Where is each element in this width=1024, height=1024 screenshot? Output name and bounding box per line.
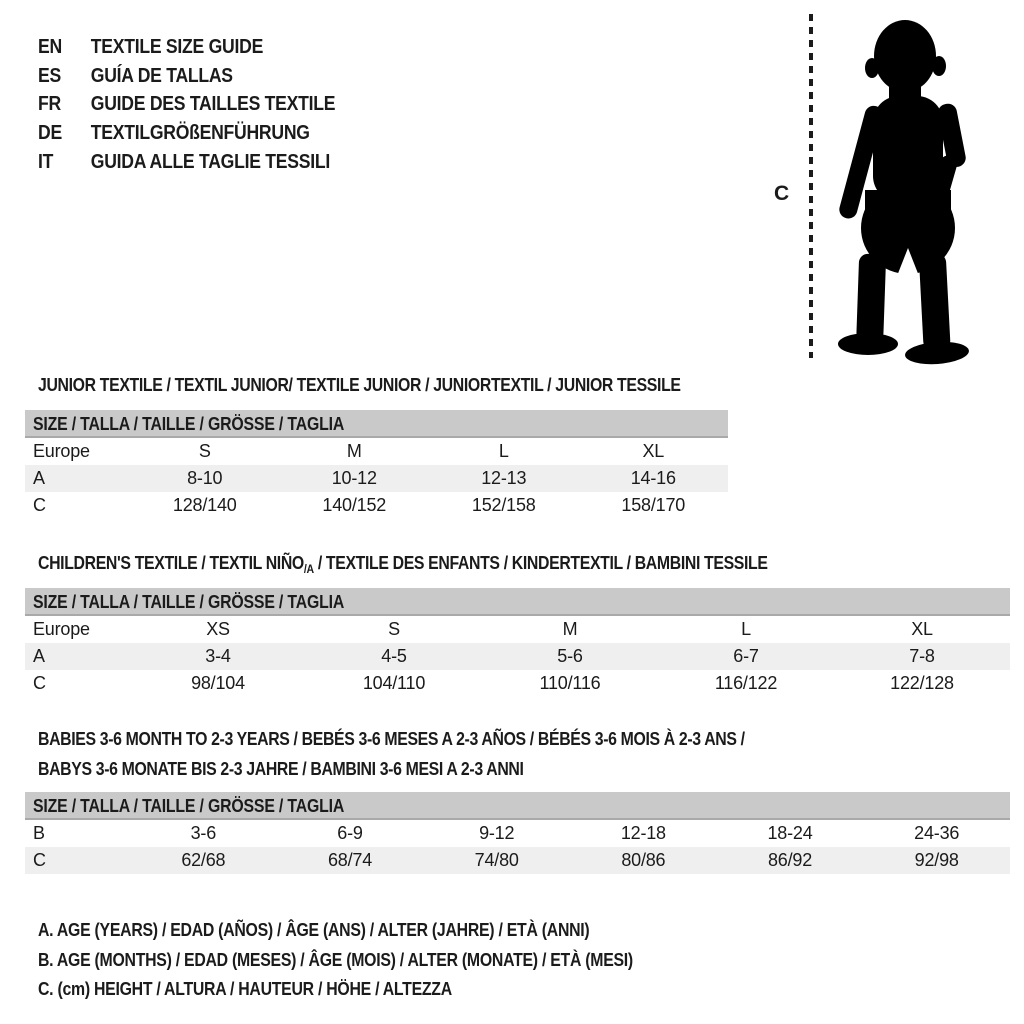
row-label: A — [33, 468, 45, 488]
table-cell: 104/110 — [362, 673, 426, 693]
section-title-junior: JUNIOR TEXTILE / TEXTIL JUNIOR/ TEXTILE JUNIOR / JUNIORTEXTIL / JUNIOR TESSILE — [38, 375, 681, 395]
row-label: Europe — [33, 619, 90, 639]
table-cell: XL — [911, 619, 933, 639]
table-cell: 6-9 — [337, 823, 363, 843]
table-cell: L — [741, 619, 751, 639]
table-cell: M — [562, 619, 578, 639]
row-label: Europe — [33, 441, 90, 461]
table-cell: 10-12 — [331, 468, 377, 488]
footnote-a: A. AGE (YEARS) / EDAD (AÑOS) / ÂGE (ANS) / ALTER (JAHRE) / ETÀ (ANNI) — [38, 920, 590, 940]
table-header-bar — [25, 410, 728, 438]
row-label: B — [33, 823, 45, 843]
row-label: C — [33, 850, 46, 870]
table-row — [25, 465, 728, 492]
section-title-babies — [38, 724, 841, 784]
table-body — [25, 820, 1010, 874]
language-label: TEXTILE SIZE GUIDE — [90, 35, 264, 58]
table-header-label: SIZE / TALLA / TAILLE / GRÖSSE / TAGLIA — [33, 414, 345, 434]
table-header-bar — [25, 588, 1010, 616]
language-label: GUIDA ALLE TAGLIE TESSILI — [90, 150, 330, 173]
table-cell: 3-4 — [205, 646, 231, 666]
table-cell: 5-6 — [557, 646, 583, 666]
table-cell: 86/92 — [768, 850, 813, 870]
table-cell: XL — [642, 441, 665, 461]
table-row — [25, 492, 728, 519]
language-label: GUÍA DE TALLAS — [90, 64, 233, 87]
language-label: GUIDE DES TAILLES TEXTILE — [90, 93, 336, 116]
height-dotted-line — [809, 14, 813, 358]
language-code: ES — [38, 64, 61, 87]
table-cell: 62/68 — [181, 850, 226, 870]
table-cell: 8-10 — [187, 468, 223, 488]
junior-size-table — [25, 410, 728, 519]
footnote-c: C. (cm) HEIGHT / ALTURA / HAUTEUR / HÖHE / ALTEZZA — [38, 979, 452, 999]
table-cell: 116/122 — [714, 673, 778, 693]
table-cell: M — [346, 441, 362, 461]
table-header-label: SIZE / TALLA / TAILLE / GRÖSSE / TAGLIA — [33, 592, 345, 612]
language-size-guide-list — [38, 33, 376, 176]
table-cell: 98/104 — [191, 673, 245, 693]
language-row — [38, 90, 335, 119]
title-subscript: /A — [303, 562, 314, 576]
table-cell: 92/98 — [914, 850, 959, 870]
children-size-table — [25, 588, 1010, 697]
table-row — [25, 616, 1010, 643]
row-label: A — [33, 646, 45, 666]
language-code: DE — [38, 121, 62, 144]
table-cell: 68/74 — [327, 850, 373, 870]
table-cell: 7-8 — [909, 646, 935, 666]
language-row — [38, 148, 335, 177]
language-row — [38, 62, 335, 91]
table-row — [25, 670, 1010, 697]
table-cell: 110/116 — [539, 673, 601, 693]
table-cell: 152/158 — [471, 495, 536, 515]
row-label: C — [33, 495, 46, 515]
height-measure-label: C — [774, 182, 790, 205]
title-line: BABYS 3-6 MONATE BIS 2-3 JAHRE / BAMBINI 3-6 MESI A 2-3 ANNI — [38, 759, 524, 779]
table-cell: 24-36 — [914, 823, 960, 843]
title-text: / TEXTILE DES ENFANTS / KINDERTEXTIL / BAMBINI TESSILE — [313, 553, 768, 573]
row-label: C — [33, 673, 46, 693]
babies-size-table — [25, 792, 1010, 874]
table-row — [25, 438, 728, 465]
language-code: IT — [38, 150, 54, 173]
table-cell: L — [498, 441, 509, 461]
table-row — [25, 643, 1010, 670]
language-code: FR — [38, 93, 61, 116]
table-body — [25, 616, 1010, 697]
table-cell: 3-6 — [190, 823, 217, 843]
table-cell: S — [198, 441, 211, 461]
table-cell: 74/80 — [474, 850, 519, 870]
table-cell: 140/152 — [322, 495, 387, 515]
table-cell: 12-13 — [481, 468, 527, 488]
table-cell: 12-18 — [620, 823, 666, 843]
table-header-label: SIZE / TALLA / TAILLE / GRÖSSE / TAGLIA — [33, 796, 345, 816]
table-cell: 122/128 — [890, 673, 954, 693]
baby-silhouette-icon — [825, 10, 975, 366]
language-row — [38, 119, 335, 148]
table-cell: XS — [206, 619, 230, 639]
table-body — [25, 438, 728, 519]
table-cell: 4-5 — [381, 646, 407, 666]
language-code: EN — [38, 35, 62, 58]
section-title-children — [38, 548, 768, 584]
table-cell: 128/140 — [172, 495, 237, 515]
table-cell: 158/170 — [621, 495, 686, 515]
footnote-b: B. AGE (MONTHS) / EDAD (MESES) / ÂGE (MOIS) / ALTER (MONATE) / ETÀ (MESI) — [38, 949, 633, 970]
table-cell: S — [388, 619, 400, 639]
language-row — [38, 33, 335, 62]
footnotes — [38, 916, 714, 1005]
language-label: TEXTILGRÖßENFÜHRUNG — [90, 121, 310, 144]
table-cell: 6-7 — [733, 646, 759, 666]
table-cell: 9-12 — [479, 823, 515, 843]
table-row — [25, 820, 1010, 847]
table-cell: 80/86 — [621, 850, 666, 870]
title-line: BABIES 3-6 MONTH TO 2-3 YEARS / BEBÉS 3-6 MESES A 2-3 AÑOS / BÉBÉS 3-6 MOIS À 2-3 ANS / — [38, 729, 745, 749]
table-header-bar — [25, 792, 1010, 820]
title-text: CHILDREN'S TEXTILE / TEXTIL NIÑO — [38, 553, 304, 573]
table-cell: 14-16 — [630, 468, 676, 488]
table-cell: 18-24 — [767, 823, 813, 843]
table-row — [25, 847, 1010, 874]
